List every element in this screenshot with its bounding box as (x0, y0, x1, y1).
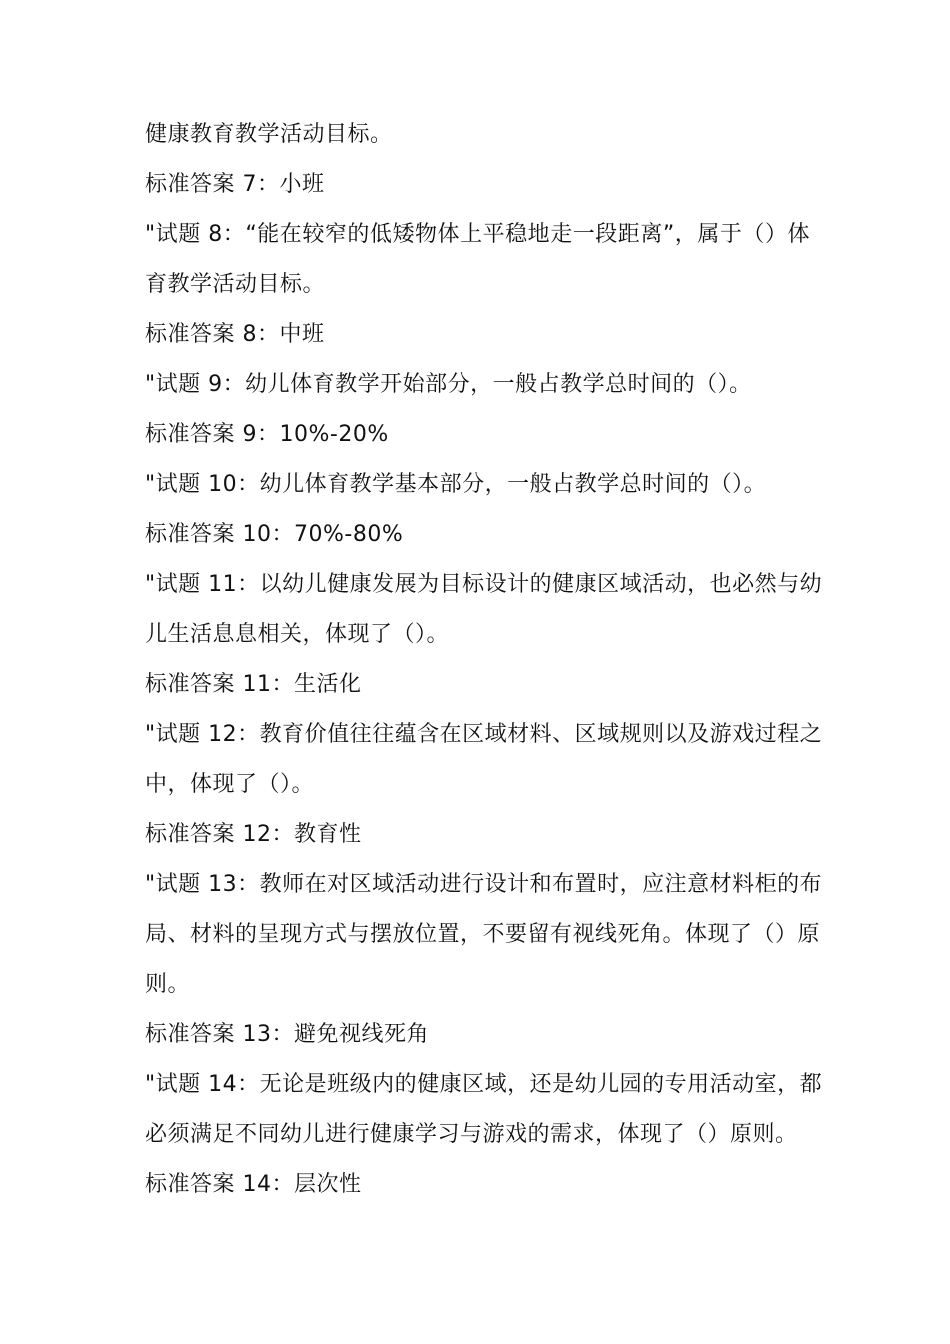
question-13-line-3: 则。 (145, 972, 191, 997)
document-body (145, 110, 823, 1210)
question-14-line-2: 必须满足不同幼儿进行健康学习与游戏的需求，体现了（）原则。 (145, 1122, 798, 1147)
question-9: "试题 9：幼儿体育教学开始部分，一般占教学总时间的（）。 (145, 372, 752, 397)
answer-13: 标准答案 13：避免视线死角 (145, 1022, 429, 1047)
question-13-line-1: "试题 13：教师在对区域活动进行设计和布置时，应注意材料柜的布 (145, 872, 823, 897)
question-11-line-1: "试题 11：以幼儿健康发展为目标设计的健康区域活动，也必然与幼 (145, 572, 823, 597)
answer-14: 标准答案 14：层次性 (145, 1172, 362, 1197)
question-12-line-2: 中，体现了（）。 (145, 772, 315, 797)
answer-11: 标准答案 11：生活化 (145, 672, 362, 697)
answer-12: 标准答案 12：教育性 (145, 822, 362, 847)
question-12-line-1: "试题 12：教育价值往往蕴含在区域材料、区域规则以及游戏过程之 (145, 722, 823, 747)
question-10: "试题 10：幼儿体育教学基本部分，一般占教学总时间的（）。 (145, 472, 767, 497)
answer-10: 标准答案 10：70%-80% (145, 522, 404, 547)
question-13-line-2: 局、材料的呈现方式与摆放位置，不要留有视线死角。体现了（）原 (145, 922, 821, 947)
answer-7: 标准答案 7：小班 (145, 172, 325, 197)
question-7-tail: 健康教育教学活动目标。 (145, 122, 393, 147)
answer-9: 标准答案 9：10%-20% (145, 422, 389, 447)
question-14-line-1: "试题 14：无论是班级内的健康区域，还是幼儿园的专用活动室，都 (145, 1072, 823, 1097)
question-11-line-2: 儿生活息息相关，体现了（）。 (145, 622, 450, 647)
question-8-line-1: "试题 8：“能在较窄的低矮物体上平稳地走一段距离”，属于（）体 (145, 222, 810, 247)
question-8-line-2: 育教学活动目标。 (145, 272, 326, 297)
answer-8: 标准答案 8：中班 (145, 322, 325, 347)
